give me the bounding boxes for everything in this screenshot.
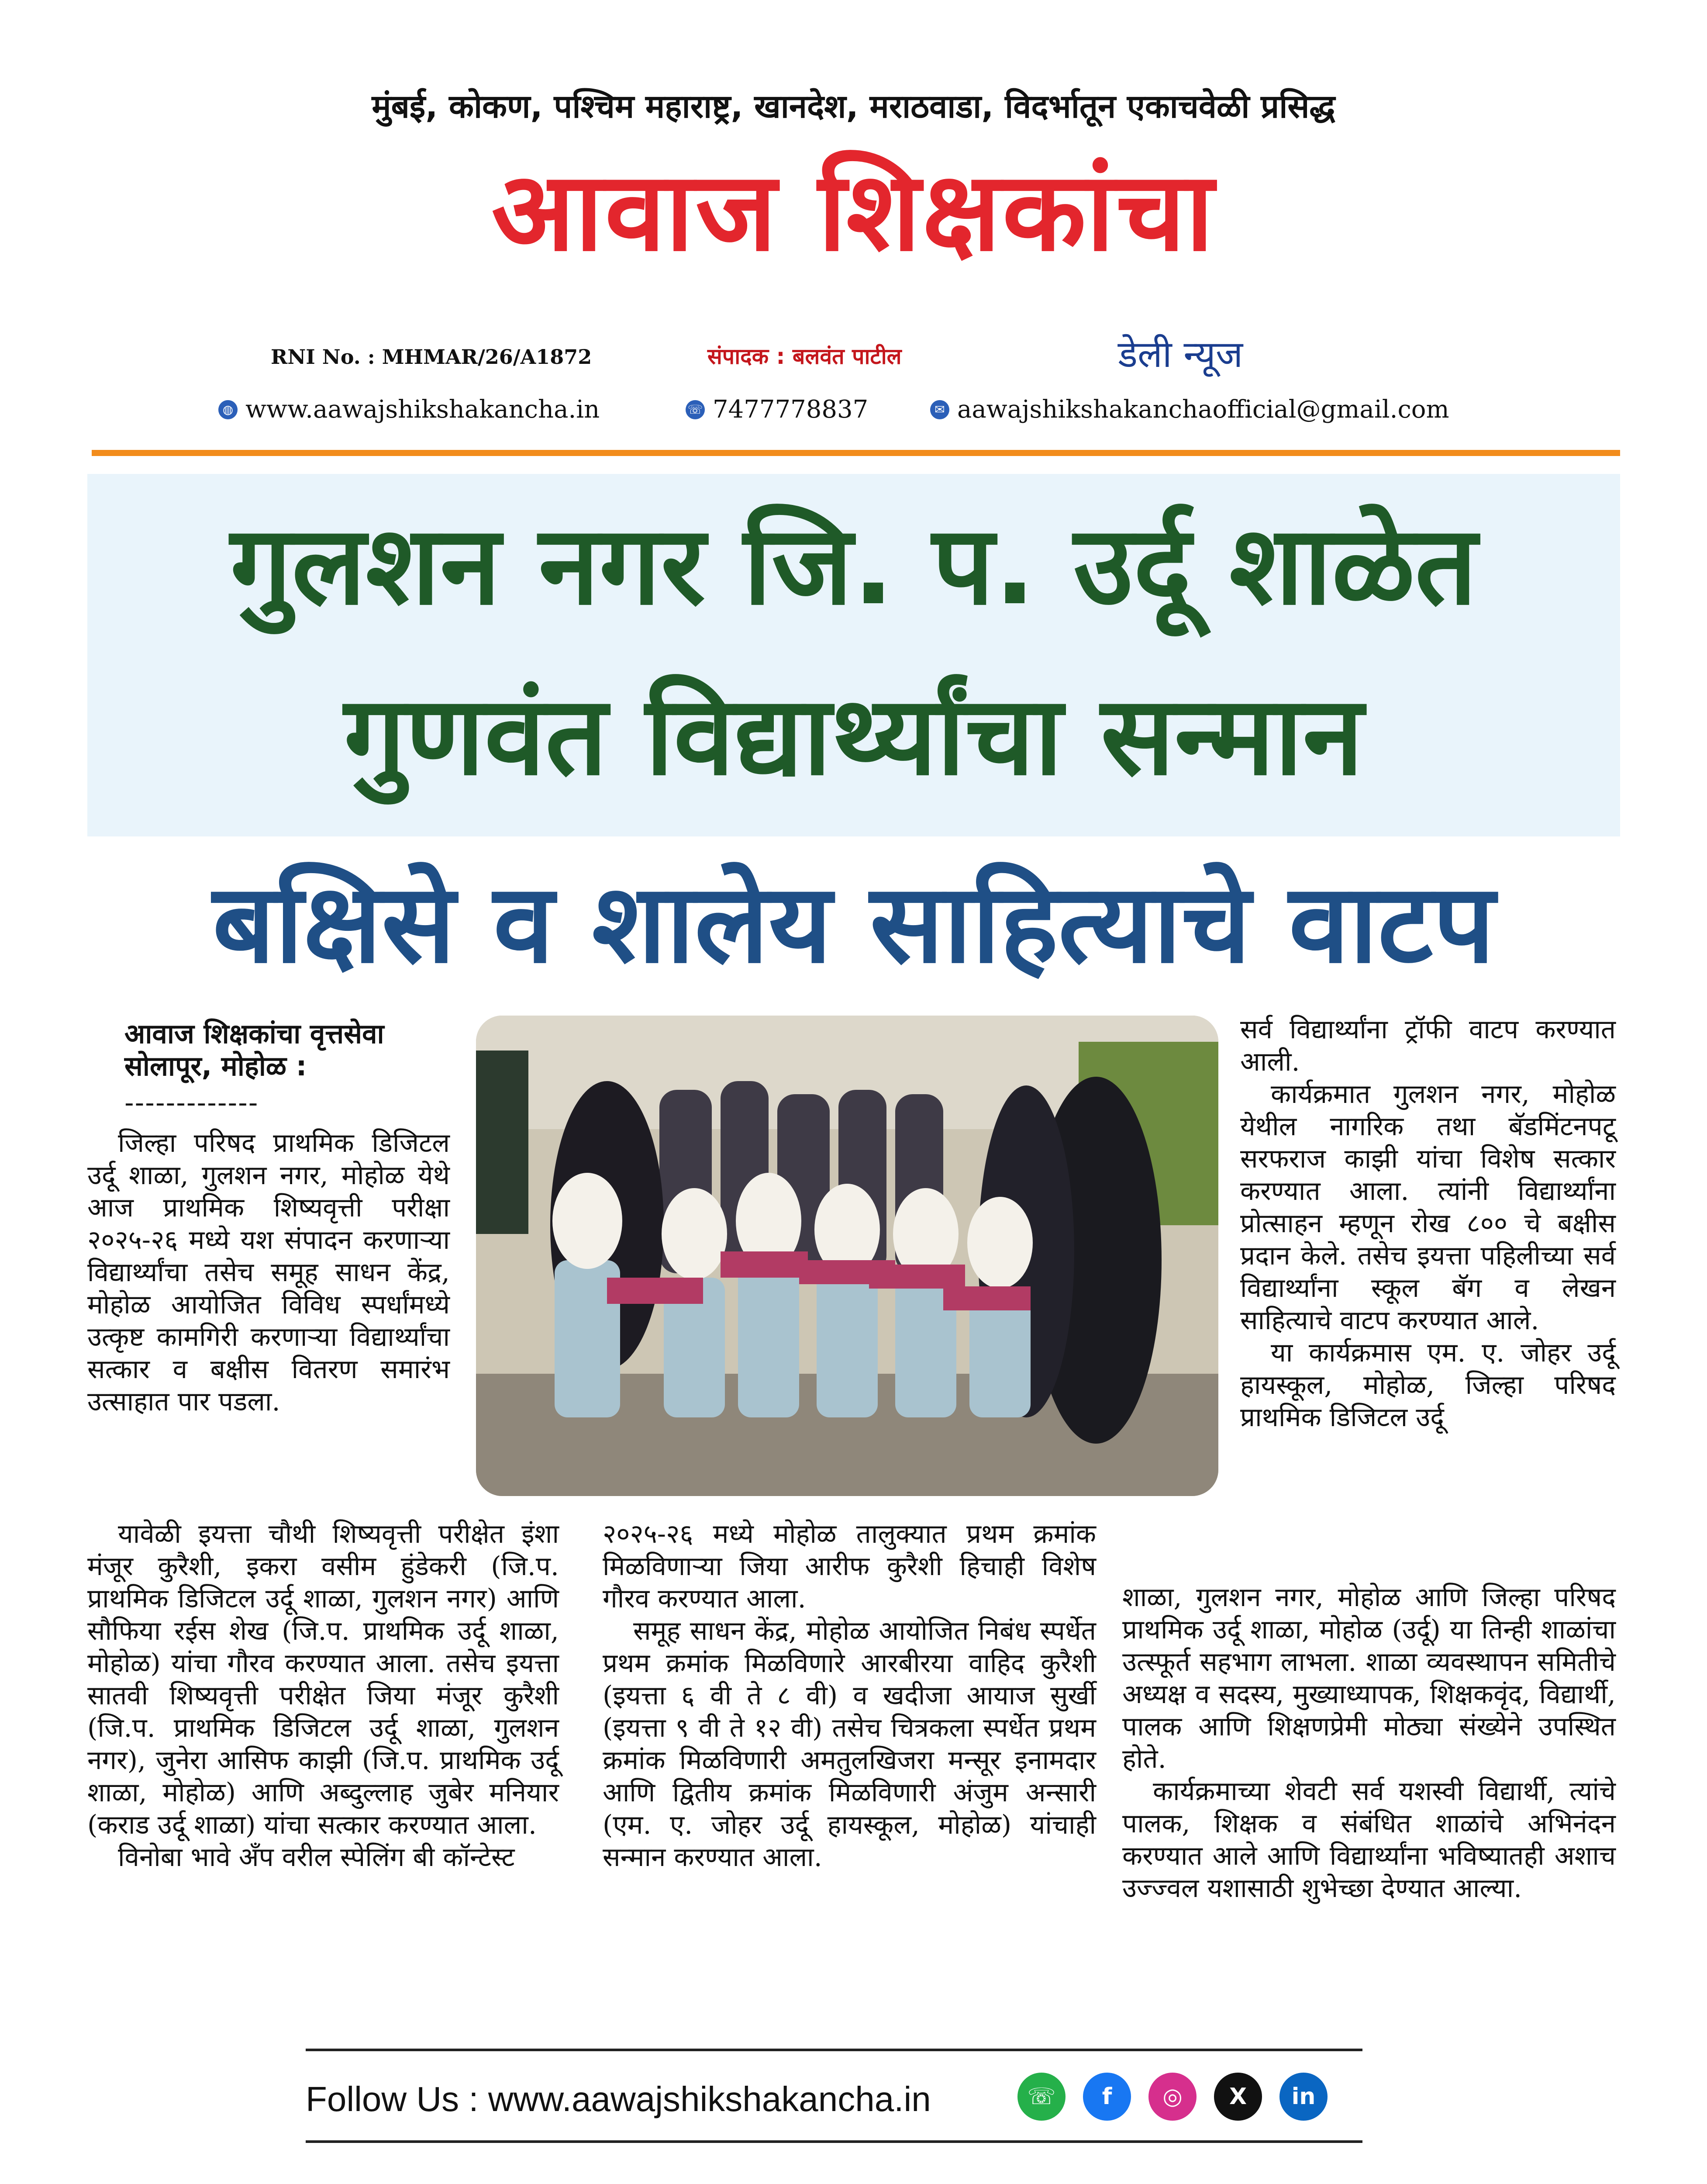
paragraph-competitions: समूह साधन केंद्र, मोहोळ आयोजित निबंध स्पर्धेत प्रथम क्रमांक मिळविणारे आरबीरया वाहिद कुरैशी (इयत्ता ६ वी ते ८ वी) व खदीजा आयाज सुर्खी (इयत्ता ९ वी ते १२ वी) तसेच चित्रकला स्पर्धेत प्रथम क्रमांक मिळविणारी अमतुलखिजरा मन्सूर इनामदार आणि द्वितीय क्रमांक मिळविणारी अंजुम अन्सारी (एम. ए. जोहर उर्दू हायस्कूल, मोहोळ) यांचाही सन्मान करण्यात आला. [603, 1616, 1096, 1873]
mail-icon: ✉ [930, 400, 949, 419]
masthead-title: आवाज शिक्षकांचा [491, 148, 1216, 275]
paragraph-schools: या कार्यक्रमास एम. ए. जोहर उर्दू हायस्कूल, मोहोळ, जिल्हा परिषद प्राथमिक डिजिटल उर्दू [1240, 1337, 1616, 1433]
headline-line-2: गुणवंत विद्यार्थ्यांचा सन्मान [344, 672, 1364, 799]
website-contact[interactable] [218, 395, 600, 424]
whatsapp-icon[interactable]: ☏ [1017, 2073, 1066, 2121]
column-3-lower [1122, 1581, 1616, 1904]
column-1-lower [87, 1518, 559, 1873]
footer-bottom-rule [306, 2140, 1362, 2143]
header-divider [92, 450, 1620, 456]
footer-top-rule [306, 2049, 1362, 2051]
column-3-top [1240, 1013, 1616, 1434]
paragraph-trophy: सर्व विद्यार्थ्यांना ट्रॉफी वाटप करण्यात आली. [1240, 1014, 1616, 1077]
subheadline: बक्षिसे व शालेय साहित्याचे वाटप [212, 860, 1495, 987]
event-photo [476, 1016, 1218, 1496]
phone-icon: ☏ [686, 400, 705, 419]
editor-line: संपादक : बलवंत पाटील [707, 344, 902, 369]
paragraph-closing: कार्यक्रमाच्या शेवटी सर्व यशस्वी विद्यार्थी, त्यांचे पालक, शिक्षक व संबंधित शाळांचे अभिनंदन करण्यात आले आणि विद्यार्थ्यांना भविष्यातही अशाच उज्ज्वल यशासाठी शुभेच्छा देण्यात आल्या. [1122, 1776, 1616, 1904]
byline-dashes: ------------- [124, 1088, 259, 1118]
paragraph-schools-cont: शाळा, गुलशन नगर, मोहोळ आणि जिल्हा परिषद प्राथमिक उर्दू शाळा, मोहोळ (उर्दू) या तिन्ही शाळांचा उत्स्फूर्त सहभाग लाभला. शाळा व्यवस्थापन समितीचे अध्यक्ष व सदस्य, मुख्याध्यापक, शिक्षकवृंद, विद्यार्थी, पालक आणि शिक्षणप्रेमी मोठ्या संख्येने उपस्थित होते. [1122, 1582, 1616, 1774]
globe-icon: ◍ [218, 400, 238, 419]
daily-news-label: डेली न्यूज [1118, 333, 1243, 376]
paragraph-scholarship: यावेळी इयत्ता चौथी शिष्यवृत्ती परीक्षेत इंशा मंजूर कुरैशी, इकरा वसीम हुंडेकरी (जि.प. प्राथमिक डिजिटल उर्दू शाळा, गुलशन नगर) आणि सौफिया रईस शेख (जि.प. प्राथमिक उर्दू शाळा, मोहोळ) यांचा गौरव करण्यात आला. तसेच इयत्ता सातवी शिष्यवृत्ती परीक्षेत जिया मंजूर कुरैशी (जि.प. प्राथमिक डिजिटल उर्दू शाळा, गुलशन नगर), जुनेरा आसिफ काझी (जि.प. प्राथमिक उर्दू शाळा, मोहोळ) आणि अब्दुल्लाह जुबेर मनियार (कराड उर्दू शाळा) यांचा सत्कार करण्यात आला. [87, 1519, 559, 1840]
phone-number[interactable]: 7477778837 [713, 395, 869, 424]
website-link[interactable]: www.aawajshikshakancha.in [245, 395, 600, 424]
paragraph-guest: कार्यक्रमात गुलशन नगर, मोहोळ येथील नागरिक तथा बॅडमिंटनपटू सरफराज काझी यांचा विशेष सत्कार करण्यात आला. त्यांनी विद्यार्थ्यांना प्रोत्साहन म्हणून रोख ८०० चे बक्षीस प्रदान केले. तसेच इयत्ता पहिलीच्या सर्व विद्यार्थ्यांना स्कूल बॅग व लेखन साहित्याचे वाटप करण्यात आले. [1240, 1079, 1616, 1336]
instagram-icon[interactable]: ◎ [1148, 2073, 1197, 2121]
byline-place: सोलापूर, मोहोळ : [124, 1050, 307, 1082]
follow-us-link[interactable]: Follow Us : www.aawajshikshakancha.in [306, 2080, 931, 2118]
paragraph-spelling-bee: विनोबा भावे अँप वरील स्पेलिंग बी कॉन्टेस्ट [118, 1842, 515, 1873]
byline-agency: आवाज शिक्षकांचा वृत्तसेवा [124, 1018, 384, 1050]
headline-line-1: गुलशन नगर जि. प. उर्दू शाळेत [230, 502, 1477, 629]
email-contact[interactable] [930, 395, 1449, 424]
byline [124, 1018, 474, 1082]
linkedin-icon[interactable]: in [1279, 2073, 1328, 2121]
column-2 [603, 1518, 1096, 1873]
column-1-top [87, 1127, 450, 1418]
email-address[interactable]: aawajshikshakanchaofficial@gmail.com [957, 395, 1449, 424]
facebook-icon[interactable]: f [1083, 2073, 1131, 2121]
rni-number: RNI No. : MHMAR/26/A1872 [271, 345, 592, 369]
paragraph-intro: जिल्हा परिषद प्राथमिक डिजिटल उर्दू शाळा, गुलशन नगर, मोहोळ येथे आज प्राथमिक शिष्यवृत्ती परीक्षा २०२५-२६ मध्ये यश संपादन करणाऱ्या विद्यार्थ्यांचा तसेच समूह साधन केंद्र, मोहोळ आयोजित विविध स्पर्धांमध्ये उत्कृष्ट कामगिरी करणाऱ्या विद्यार्थ्यांचा सत्कार व बक्षीस वितरण समारंभ उत्साहात पार पडला. [87, 1128, 450, 1417]
phone-contact[interactable] [686, 395, 868, 424]
x-icon[interactable]: X [1214, 2073, 1262, 2121]
paragraph-spelling-bee-cont: २०२५-२६ मध्ये मोहोळ तालुक्यात प्रथम क्रमांक मिळविणाऱ्या जिया आरीफ कुरैशी हिचाही विशेष गौरव करण्यात आला. [603, 1519, 1096, 1614]
tagline: मुंबई, कोकण, पश्चिम महाराष्ट्र, खानदेश, मराठवाडा, विदर्भातून एकाचवेळी प्रसिद्ध [372, 88, 1335, 125]
